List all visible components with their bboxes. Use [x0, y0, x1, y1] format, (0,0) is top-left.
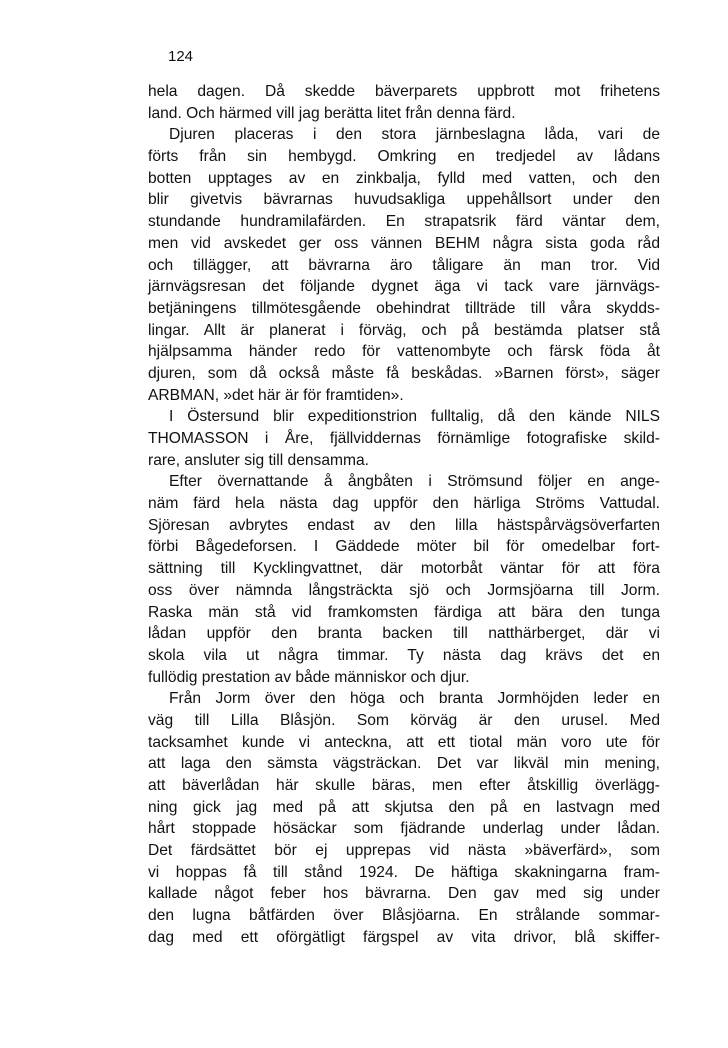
text-line: ARBMAN, »det här är för framtiden».: [148, 386, 404, 404]
text-line: THOMASSON i Åre, fjällviddernas förnämlige fotografiske skild-: [148, 430, 660, 447]
text-line: djuren, som då också måste få beskådas. »Barnen först», säger: [148, 364, 660, 382]
text-line: I Östersund blir expeditionstrion fulltalig, då den kände NILS: [169, 408, 660, 426]
text-line: järnvägsresan det följande dygnet äga vi tack vare järnvägs-: [148, 278, 660, 296]
text-line: fullödig prestation av både människor och djur.: [148, 668, 470, 686]
text-line: Efter övernattande å ångbåten i Strömsund följer en ange-: [169, 473, 660, 491]
text-line: näm färd hela nästa dag uppför den härliga Ströms Vattudal.: [148, 495, 660, 513]
text-line: men vid avskedet ger oss vännen BEHM några sista goda råd: [148, 234, 660, 252]
text-line: rare, ansluter sig till densamma.: [148, 451, 370, 469]
text-line: den lugna båtfärden över Blåsjöarna. En strålande sommar-: [148, 907, 660, 925]
text-line: förbi Bågedeforsen. I Gäddede möter bil för omedelbar fort-: [148, 538, 660, 556]
text-line: hårt stoppade hösäckar som fjädrande underlag under lådan.: [148, 820, 660, 838]
text-line: skola vila ut några timmar. Ty nästa dag krävs det en: [148, 646, 660, 664]
text-line: botten upptages av en zinkbalja, fylld med vatten, och den: [148, 169, 660, 187]
text-line: kallade något feber hos bävrarna. Den gav med sig under: [148, 885, 660, 903]
text-line: Djuren placeras i den stora järnbeslagna låda, vari de: [169, 126, 660, 144]
text-line: vi hoppas få till stånd 1924. De häftiga skakningarna fram-: [148, 863, 660, 881]
text-line: Raska män stå vid framkomsten färdiga att bära den tunga: [148, 603, 660, 621]
text-line: betjäningens tillmötesgående obehindrat tillträde till våra skydds-: [148, 299, 660, 317]
text-line: tacksamhet kunde vi anteckna, att ett tiotal män voro ute för: [148, 733, 660, 751]
text-line: oss över nämnda långsträckta sjö och Jormsjöarna till Jorm.: [148, 581, 660, 599]
text-line: väg till Lilla Blåsjön. Som körväg är den urusel. Med: [148, 711, 660, 729]
text-line: Sjöresan avbrytes endast av den lilla hästspårvägsöverfarten: [148, 516, 660, 534]
text-line: förts från sin hembygd. Omkring en tredjedel av lådans: [148, 148, 660, 166]
text-line: dag med ett oförgätligt färgspel av vita drivor, blå skiffer-: [148, 928, 660, 946]
text-line: stundande hundramilafärden. En strapatsrik färd väntar dem,: [148, 213, 660, 231]
text-line: att bäverlådan här skulle bäras, men efter åtskillig överlägg-: [148, 777, 660, 794]
text-line: lådan uppför den branta backen till natthärberget, där vi: [148, 625, 660, 643]
text-line: Från Jorm över den höga och branta Jormhöjden leder en: [169, 690, 660, 708]
page-number: 124: [168, 48, 194, 65]
text-line: hjälpsamma händer redo för vattenombyte och färsk föda åt: [148, 343, 660, 361]
text-line: ning gick jag med på att skjutsa den på en lastvagn med: [148, 798, 660, 816]
text-line: att laga den sämsta vägsträckan. Det var likväl min mening,: [148, 755, 660, 773]
text-line: hela dagen. Då skedde bäverparets uppbrott mot frihetens: [148, 83, 660, 100]
text-line: och tillägger, att bävrarna äro tåligare än man tror. Vid: [148, 256, 660, 274]
text-line: land. Och härmed vill jag berätta litet från denna färd.: [148, 104, 516, 122]
text-line: Det färdsättet bör ej upprepas vid nästa »bäverfärd», som: [148, 842, 660, 860]
text-line: lingar. Allt är planerat i förväg, och på bestämda platser stå: [148, 321, 660, 339]
text-line: blir givetvis bävrarnas huvudsakliga uppehållsort under den: [148, 191, 660, 209]
text-line: sättning till Kycklingvattnet, där motorbåt väntar för att föra: [148, 560, 660, 578]
body-text: [148, 81, 660, 949]
